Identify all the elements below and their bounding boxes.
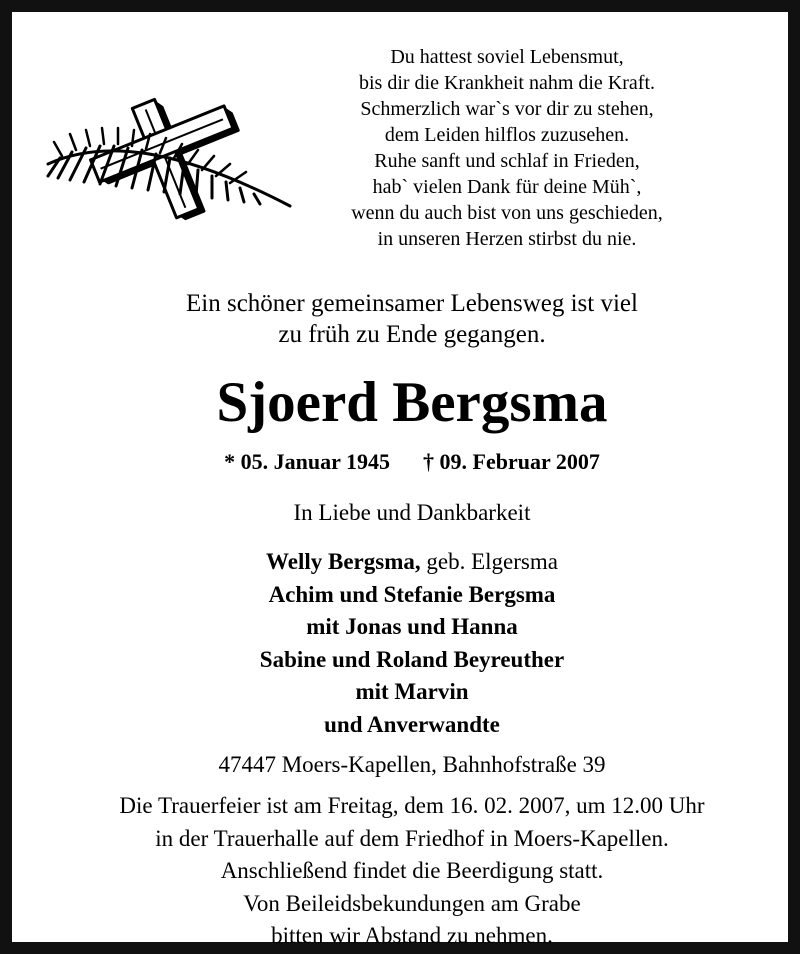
poem-line: bis dir die Krankheit nahm die Kraft. bbox=[358, 72, 656, 94]
birth-date: * 05. Januar 1945 bbox=[224, 449, 391, 474]
family-address: 47447 Moers-Kapellen, Bahnhofstraße 39 bbox=[218, 752, 606, 777]
mourner-line: Sabine und Roland Beyreuther bbox=[259, 646, 565, 672]
closing-phrase: In Liebe und Dankbarkeit bbox=[293, 500, 531, 525]
poem-line: hab` vielen Dank für deine Müh`, bbox=[372, 176, 642, 198]
memorial-poem bbox=[312, 44, 702, 252]
poem-line: Schmerzlich war`s vor dir zu stehen, bbox=[360, 98, 654, 120]
poem-line: wenn du auch bist von uns geschieden, bbox=[351, 202, 663, 224]
mourner-line: und Anverwandte bbox=[324, 711, 500, 737]
intro-line: zu früh zu Ende gegangen. bbox=[278, 321, 546, 348]
mourner-name: Welly Bergsma, bbox=[266, 549, 421, 574]
mourner-line bbox=[12, 546, 800, 579]
poem-line: Du hattest soviel Lebensmut, bbox=[390, 46, 624, 68]
note-line: Die Trauerfeier ist am Freitag, dem 16. 02. 2007, um 12.00 Uhr bbox=[119, 793, 705, 818]
funeral-notes bbox=[12, 790, 800, 953]
note-line: Von Beileidsbekundungen am Grabe bbox=[243, 890, 581, 916]
mourner-line: mit Marvin bbox=[355, 679, 469, 704]
deceased-name: Sjoerd Bergsma bbox=[216, 371, 608, 434]
death-date: † 09. Februar 2007 bbox=[423, 449, 600, 474]
poem-line: in unseren Herzen stirbst du nie. bbox=[377, 228, 637, 250]
intro-line: Ein schöner gemeinsamer Lebensweg ist viel bbox=[186, 290, 638, 317]
date-spacer bbox=[390, 449, 423, 474]
mourners-list bbox=[12, 546, 800, 741]
note-line: in der Trauerhalle auf dem Friedhof in Moers-Kapellen. bbox=[155, 825, 669, 851]
intro-text bbox=[12, 288, 800, 350]
cross-with-palm-frond-icon bbox=[40, 94, 300, 224]
note-line: Anschließend findet die Beerdigung statt. bbox=[220, 858, 604, 883]
mourner-line: mit Jonas und Hanna bbox=[306, 614, 518, 639]
life-dates bbox=[12, 448, 800, 476]
poem-line: Ruhe sanft und schlaf in Frieden, bbox=[374, 150, 640, 172]
mourner-maiden-name: geb. Elgersma bbox=[420, 549, 558, 574]
note-line: bitten wir Abstand zu nehmen. bbox=[271, 923, 553, 948]
poem-line: dem Leiden hilflos zuzusehen. bbox=[384, 124, 630, 146]
mourner-line: Achim und Stefanie Bergsma bbox=[268, 581, 556, 607]
